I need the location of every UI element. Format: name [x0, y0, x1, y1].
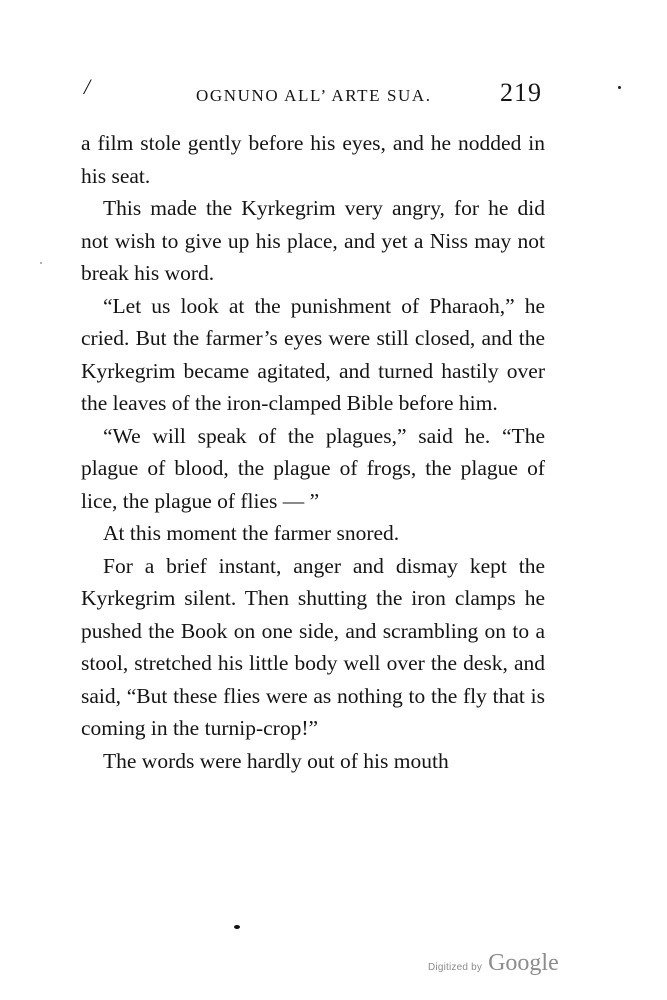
paragraph-3: “Let us look at the punishment of Pharaoh,” he cried. But the farmer’s eyes were still closed, and the Kyrkegrim became agitated, and turned hastily over the leaves of the iron-clamped Bible before him. — [81, 293, 545, 415]
paragraph-4: “We will speak of the plagues,” said he. “The plague of blood, the plague of frogs, the plague of lice, the plague of flies — ” — [81, 423, 545, 513]
running-title: OGNUNO ALL’ ARTE SUA. — [196, 86, 432, 105]
paragraph-6: For a brief instant, anger and dismay kept the Kyrkegrim silent. Then shutting the iron clamps he pushed the Book on one side, and scrambling on to a stool, stretched his little body well over the desk, and said, “But these flies were as nothing to the fly that is coming in the turnip-crop!” — [81, 553, 545, 740]
page-number: 219 — [500, 78, 542, 107]
ink-speck — [234, 925, 240, 929]
watermark-prefix: Digitized by — [428, 962, 483, 973]
digitized-watermark — [428, 950, 559, 977]
margin-tick-mark — [618, 86, 621, 89]
margin-speck — [40, 262, 42, 264]
paragraph-1: a film stole gently before his eyes, and he nodded in his seat. — [81, 131, 545, 188]
watermark-brand: Google — [488, 950, 559, 976]
paragraph-2: This made the Kyrkegrim very angry, for he did not wish to give up his place, and yet a Niss may not break his word. — [81, 196, 545, 285]
margin-mark: / — [84, 74, 91, 99]
body-text — [81, 127, 545, 777]
paragraph-5: At this moment the farmer snored. — [103, 521, 400, 545]
paragraph-7: The words were hardly out of his mouth — [103, 748, 449, 773]
